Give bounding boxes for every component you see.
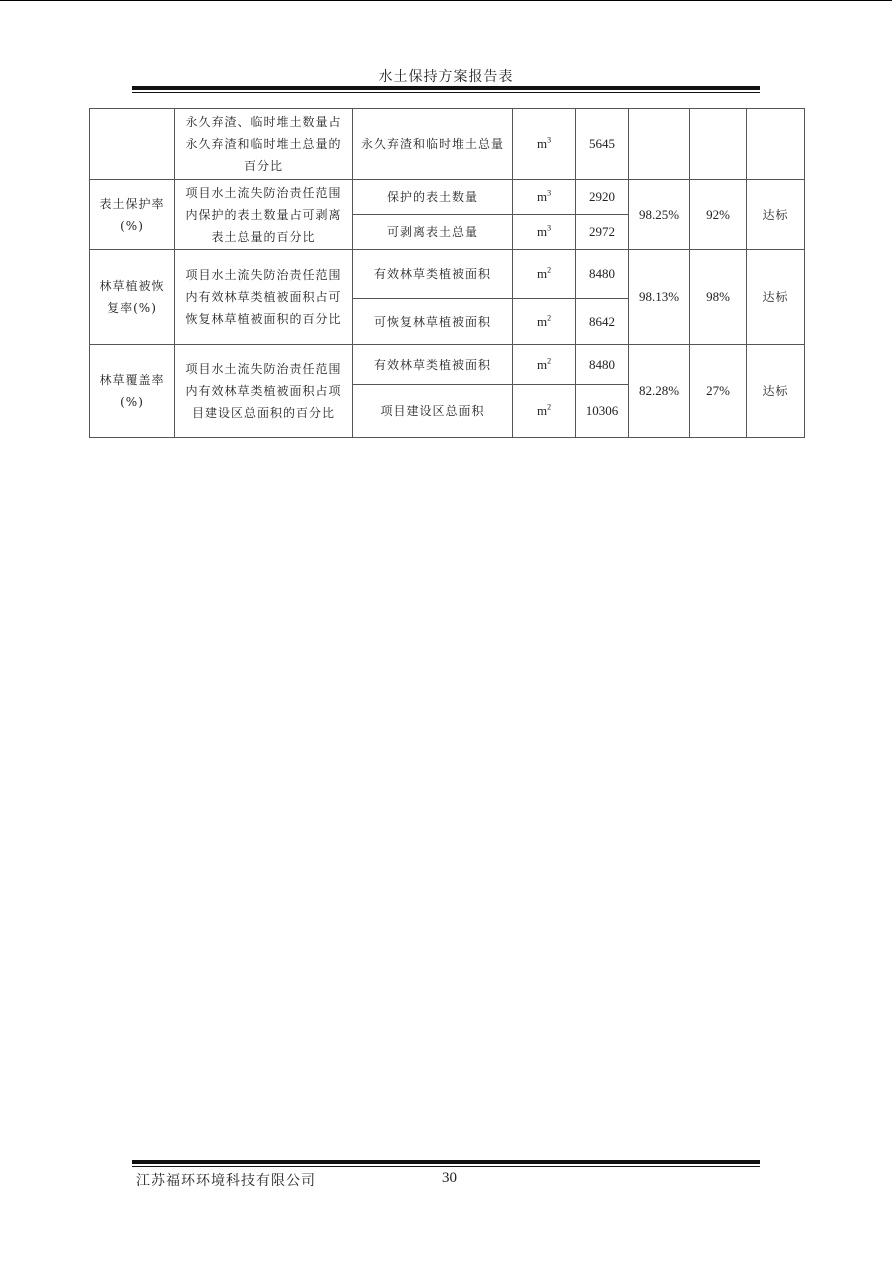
actual-cell: 82.28% bbox=[629, 345, 690, 438]
result-cell: 达标 bbox=[747, 180, 805, 250]
target-cell: 98% bbox=[690, 250, 747, 345]
unit-cell bbox=[513, 385, 576, 438]
table-row bbox=[90, 180, 805, 215]
result-cell: 达标 bbox=[747, 250, 805, 345]
definition-cell: 永久弃渣、临时堆土数量占永久弃渣和临时堆土总量的百分比 bbox=[175, 109, 353, 180]
item-name-cell: 有效林草类植被面积 bbox=[353, 345, 513, 385]
definition-cell: 项目水土流失防治责任范围内保护的表土数量占可剥离表土总量的百分比 bbox=[175, 180, 353, 250]
footer-rule-thin bbox=[132, 1166, 760, 1167]
item-name-cell: 可恢复林草植被面积 bbox=[353, 299, 513, 345]
target-cell: 92% bbox=[690, 180, 747, 250]
unit-exponent: 2 bbox=[547, 356, 552, 366]
value-cell: 8642 bbox=[576, 299, 629, 345]
unit-base: m bbox=[536, 356, 548, 372]
header-rule-thick bbox=[132, 86, 760, 90]
table-row bbox=[90, 109, 805, 180]
item-name-cell: 可剥离表土总量 bbox=[353, 215, 513, 250]
header-rule-thin bbox=[132, 92, 760, 93]
value-cell: 10306 bbox=[576, 385, 629, 438]
item-name-cell: 永久弃渣和临时堆土总量 bbox=[353, 109, 513, 180]
table-row bbox=[90, 250, 805, 299]
page-top-edge bbox=[0, 0, 892, 1]
unit-cell bbox=[513, 345, 576, 385]
target-cell: 27% bbox=[690, 345, 747, 438]
target-cell bbox=[690, 109, 747, 180]
result-cell: 达标 bbox=[747, 345, 805, 438]
indicator-cell: 表土保护率(%) bbox=[90, 180, 175, 250]
unit-cell bbox=[513, 215, 576, 250]
unit-exponent: 3 bbox=[547, 135, 552, 145]
value-cell: 8480 bbox=[576, 250, 629, 299]
indicator-cell bbox=[90, 109, 175, 180]
unit-base: m bbox=[536, 189, 548, 204]
unit-base: m bbox=[536, 266, 548, 281]
unit-exponent: 2 bbox=[547, 265, 552, 275]
value-cell: 2972 bbox=[576, 215, 629, 250]
value-cell: 8480 bbox=[576, 345, 629, 385]
result-cell bbox=[747, 109, 805, 180]
actual-cell bbox=[629, 109, 690, 180]
definition-cell: 项目水土流失防治责任范围内有效林草类植被面积占项目建设区总面积的百分比 bbox=[175, 345, 353, 438]
unit-exponent: 2 bbox=[547, 402, 552, 412]
value-cell: 2920 bbox=[576, 180, 629, 215]
unit-base: m bbox=[536, 136, 548, 151]
unit-cell bbox=[513, 180, 576, 215]
footer-page-number: 30 bbox=[442, 1170, 457, 1186]
unit-base: m bbox=[536, 403, 548, 418]
unit-exponent: 3 bbox=[547, 223, 552, 233]
unit-exponent: 2 bbox=[547, 313, 552, 323]
item-name-cell: 保护的表土数量 bbox=[353, 180, 513, 215]
actual-cell: 98.25% bbox=[629, 180, 690, 250]
item-name-cell: 项目建设区总面积 bbox=[353, 385, 513, 438]
unit-cell bbox=[513, 109, 576, 180]
indicator-cell: 林草覆盖率(%) bbox=[90, 345, 175, 438]
footer-rule-thick bbox=[132, 1160, 760, 1164]
indicator-cell: 林草植被恢复率(%) bbox=[90, 250, 175, 345]
footer-company-name: 江苏福环环境科技有限公司 bbox=[136, 1173, 316, 1189]
actual-cell: 98.13% bbox=[629, 250, 690, 345]
unit-cell bbox=[513, 299, 576, 345]
soil-conservation-indicator-table bbox=[89, 108, 805, 438]
unit-cell bbox=[513, 250, 576, 299]
value-cell: 5645 bbox=[576, 109, 629, 180]
page-header-title: 水土保持方案报告表 bbox=[378, 69, 514, 85]
table-row bbox=[90, 345, 805, 385]
unit-base: m bbox=[536, 224, 548, 239]
definition-cell: 项目水土流失防治责任范围内有效林草类植被面积占可恢复林草植被面积的百分比 bbox=[175, 250, 353, 345]
unit-exponent: 3 bbox=[547, 188, 552, 198]
unit-base: m bbox=[536, 313, 548, 329]
item-name-cell: 有效林草类植被面积 bbox=[353, 250, 513, 299]
